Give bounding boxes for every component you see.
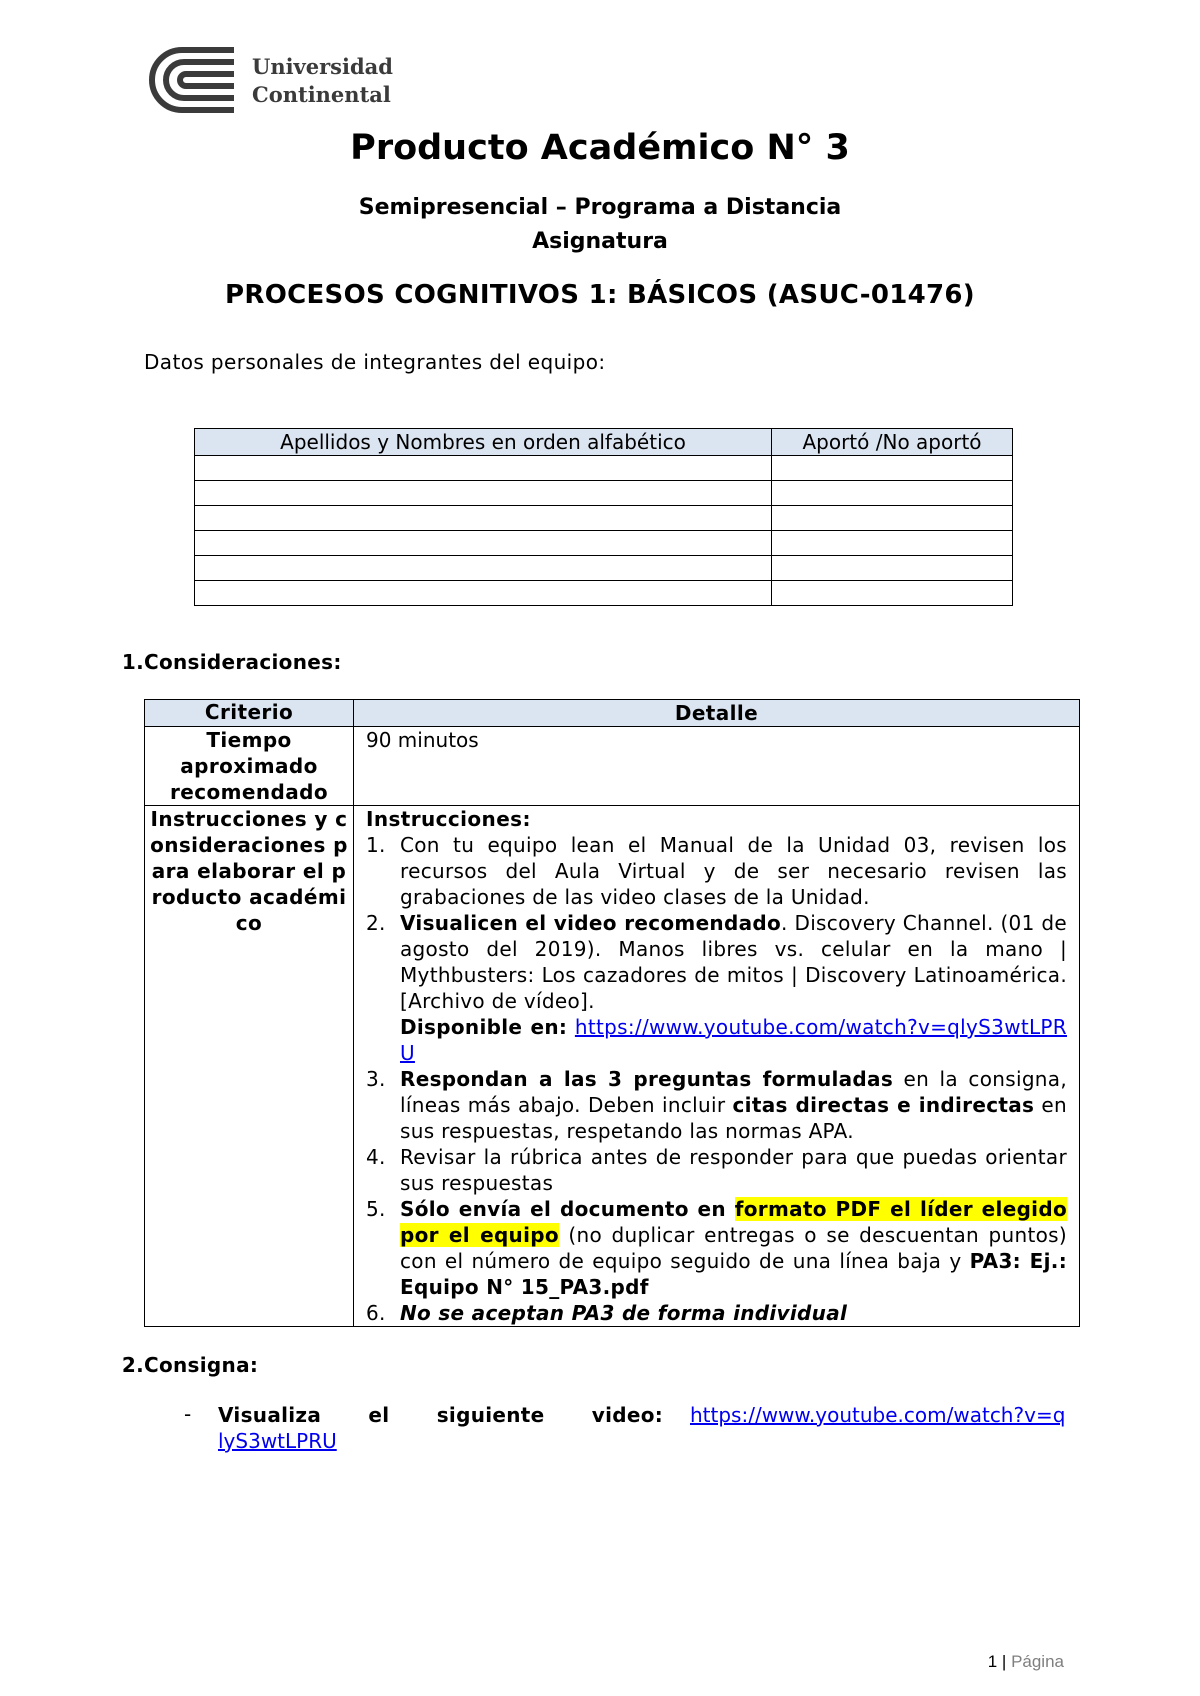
item-bold-text: citas directas e indirectas	[732, 1093, 1035, 1117]
page-number: 1	[987, 1652, 998, 1671]
criteria-table	[144, 699, 1080, 1327]
instructions-list	[366, 832, 1067, 1326]
page-footer	[988, 1652, 1064, 1672]
contribution-cell[interactable]	[772, 556, 1013, 581]
table-row	[195, 531, 1013, 556]
section-title: Consideraciones:	[144, 650, 342, 674]
contribution-cell[interactable]	[772, 481, 1013, 506]
university-name	[252, 53, 393, 109]
section-title: Consigna:	[144, 1353, 259, 1377]
consigna-label: Visualiza el siguiente video:	[218, 1403, 664, 1427]
list-item	[366, 910, 1067, 1066]
item-text: Revisar la rúbrica antes de responder para que puedas orientar sus respuestas	[400, 1145, 1067, 1195]
course-title: PROCESOS COGNITIVOS 1: BÁSICOS (ASUC-01476)	[225, 280, 975, 310]
contribution-cell[interactable]	[772, 506, 1013, 531]
list-item	[366, 1300, 1067, 1326]
section-considerations-heading	[100, 650, 342, 674]
detail-time: 90 minutos	[354, 727, 1080, 806]
item-bold-text: Respondan a las 3 preguntas formuladas	[400, 1067, 894, 1091]
item-text: . Discovery Channel. (01 de agosto del 2019). Manos libres vs. celular en la mano | Mythbusters: Los cazadores de mitos | Discovery Latinoamérica. [Archivo de vídeo].	[400, 911, 1067, 1013]
team-members-table	[194, 428, 1013, 606]
footer-separator: |	[1001, 1652, 1007, 1671]
section-number: 2.	[121, 1353, 144, 1377]
table-header-row	[195, 429, 1013, 456]
column-header-names: Apellidos y Nombres en orden alfabético	[195, 429, 772, 456]
contribution-cell[interactable]	[772, 581, 1013, 606]
highlighted-text: formato PDF el líder elegido por el equipo	[400, 1197, 1067, 1247]
item-number: 5.	[366, 1197, 386, 1221]
table-row	[145, 806, 1080, 1327]
criterion-time: Tiempo aproximado recomendado	[145, 727, 354, 806]
name-cell[interactable]	[195, 506, 772, 531]
list-item	[366, 1144, 1067, 1196]
name-cell[interactable]	[195, 581, 772, 606]
page-label: Página	[1011, 1652, 1064, 1671]
name-cell[interactable]	[195, 481, 772, 506]
item-number: 3.	[366, 1067, 386, 1091]
team-data-label: Datos personales de integrantes del equipo:	[144, 350, 606, 374]
criterion-instructions: Instrucciones y consideraciones para elaborar el producto académico	[145, 806, 354, 1327]
table-row	[195, 506, 1013, 531]
table-row	[145, 727, 1080, 806]
section-consigna-heading	[100, 1353, 259, 1377]
table-row	[195, 556, 1013, 581]
name-cell[interactable]	[195, 456, 772, 481]
detail-instructions	[354, 806, 1080, 1327]
university-name-line1: Universidad	[252, 54, 393, 79]
link-label: Disponible en:	[400, 1015, 568, 1039]
section-number: 1.	[121, 650, 144, 674]
item-number: 2.	[366, 911, 386, 935]
item-text: en sus respuestas, respetando las normas APA.	[400, 1093, 1067, 1143]
column-header-detail: Detalle	[354, 700, 1080, 727]
list-item	[366, 1066, 1067, 1144]
name-cell[interactable]	[195, 531, 772, 556]
item-text: en la consigna, líneas más abajo. Deben incluir	[400, 1067, 1067, 1117]
item-text: Con tu equipo lean el Manual de la Unidad 03, revisen los recursos del Aula Virtual y de ser necesario revisen las grabaciones de las video clases de la Unidad.	[400, 833, 1067, 909]
name-cell[interactable]	[195, 556, 772, 581]
column-header-criterion: Criterio	[145, 700, 354, 727]
table-row	[195, 481, 1013, 506]
page-title: Producto Académico N° 3	[350, 128, 850, 168]
table-row	[195, 456, 1013, 481]
item-number: 1.	[366, 833, 386, 857]
instructions-heading: Instrucciones:	[366, 807, 531, 831]
university-name-line2: Continental	[252, 82, 391, 107]
consigna-video-link[interactable]: https://www.youtube.com/watch?v=qlyS3wtLPRU	[218, 1403, 1066, 1453]
video-link[interactable]: https://www.youtube.com/watch?v=qlyS3wtLPRU	[400, 1015, 1067, 1065]
subtitle-modality: Semipresencial – Programa a Distancia	[358, 195, 842, 220]
consigna-dash: -	[184, 1402, 192, 1426]
column-header-contribution: Aportó /No aportó	[772, 429, 1013, 456]
item-bold-italic-text: No se aceptan PA3 de forma individual	[400, 1301, 848, 1325]
item-text: (no duplicar entregas o se descuentan puntos) con el número de equipo seguido de una línea baja y	[400, 1223, 1067, 1273]
item-bold-text: PA3: Ej.: Equipo N° 15_PA3.pdf	[400, 1249, 1067, 1299]
contribution-cell[interactable]	[772, 531, 1013, 556]
table-header-row	[145, 700, 1080, 727]
contribution-cell[interactable]	[772, 456, 1013, 481]
list-item	[366, 1196, 1067, 1300]
item-bold-text: Sólo envía el documento en	[400, 1197, 735, 1221]
list-item	[366, 832, 1067, 910]
item-bold-text: Visualicen el video recomendado	[400, 911, 782, 935]
item-number: 4.	[366, 1145, 386, 1169]
item-number: 6.	[366, 1301, 386, 1325]
table-row	[195, 581, 1013, 606]
subtitle-subject: Asignatura	[532, 229, 668, 254]
